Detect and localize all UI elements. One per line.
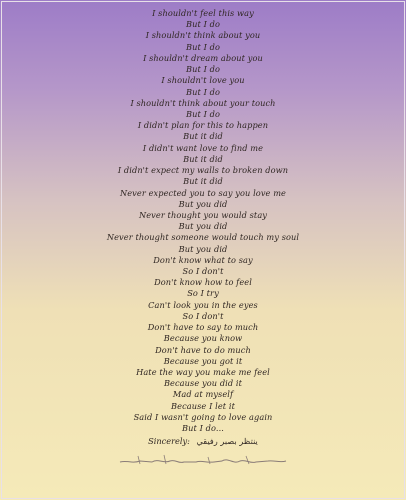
poem-line: Mad at myself bbox=[172, 389, 234, 400]
signoff-label: Sincerely: bbox=[148, 436, 190, 446]
poem-line: I shouldn't think about your touch bbox=[130, 97, 276, 108]
poem-line: But it did bbox=[183, 176, 223, 187]
signoff bbox=[0, 436, 406, 446]
poem-line: But I do bbox=[186, 108, 220, 119]
poem-line: Said I wasn't going to love again bbox=[133, 411, 273, 422]
poem-line: I shouldn't feel this way bbox=[152, 8, 254, 18]
poem-line: Because you did it bbox=[163, 378, 243, 389]
poem-line: But you did bbox=[178, 243, 228, 254]
poem-line: I didn't plan for this to happen bbox=[137, 120, 269, 131]
poem-line: Can't look you in the eyes bbox=[148, 299, 258, 310]
poem-line: So I try bbox=[187, 288, 219, 299]
handwritten-signature bbox=[118, 452, 288, 468]
poem-line: Because you got it bbox=[163, 355, 243, 366]
poem-line: I shouldn't love you bbox=[161, 75, 245, 86]
poem-line: So I don't bbox=[182, 266, 224, 277]
poem-line: Hate the way you make me feel bbox=[136, 367, 270, 377]
poem-line: Don't have to say to much bbox=[147, 322, 259, 333]
poem-line: Don't know how to feel bbox=[154, 277, 252, 288]
poem-line: But you did bbox=[178, 221, 228, 232]
poem-line: Never thought someone would touch my soul bbox=[106, 232, 300, 243]
poem-line: Because I let it bbox=[171, 400, 235, 411]
poem-line: Don't know what to say bbox=[153, 254, 253, 265]
poem-line: But I do bbox=[186, 86, 220, 97]
poem-line: But I do... bbox=[182, 423, 224, 434]
poem-line: But I do bbox=[186, 19, 220, 30]
poem-line: But I do bbox=[186, 41, 220, 52]
poem-line: But I do bbox=[186, 64, 220, 75]
poem-line: But it did bbox=[183, 131, 223, 142]
poem-text bbox=[0, 8, 406, 434]
poem-line: I didn't expect my walls to broken down bbox=[117, 165, 289, 176]
poem-line: So I don't bbox=[182, 310, 224, 321]
poem-line: I shouldn't dream about you bbox=[143, 52, 263, 63]
poem-line: Never thought you would stay bbox=[138, 209, 268, 220]
poem-line: I shouldn't think about you bbox=[145, 30, 261, 41]
poem-line: Don't have to do much bbox=[155, 344, 251, 355]
poem-line: But it did bbox=[183, 153, 223, 164]
poem-line: Because you know bbox=[163, 333, 243, 344]
poem-line: Never expected you to say you love me bbox=[119, 187, 287, 198]
poem-line: I didn't want love to find me bbox=[142, 142, 264, 153]
signoff-name: ينتظر بصبر رفيقي bbox=[196, 436, 258, 446]
poem-line: But you did bbox=[178, 198, 228, 209]
